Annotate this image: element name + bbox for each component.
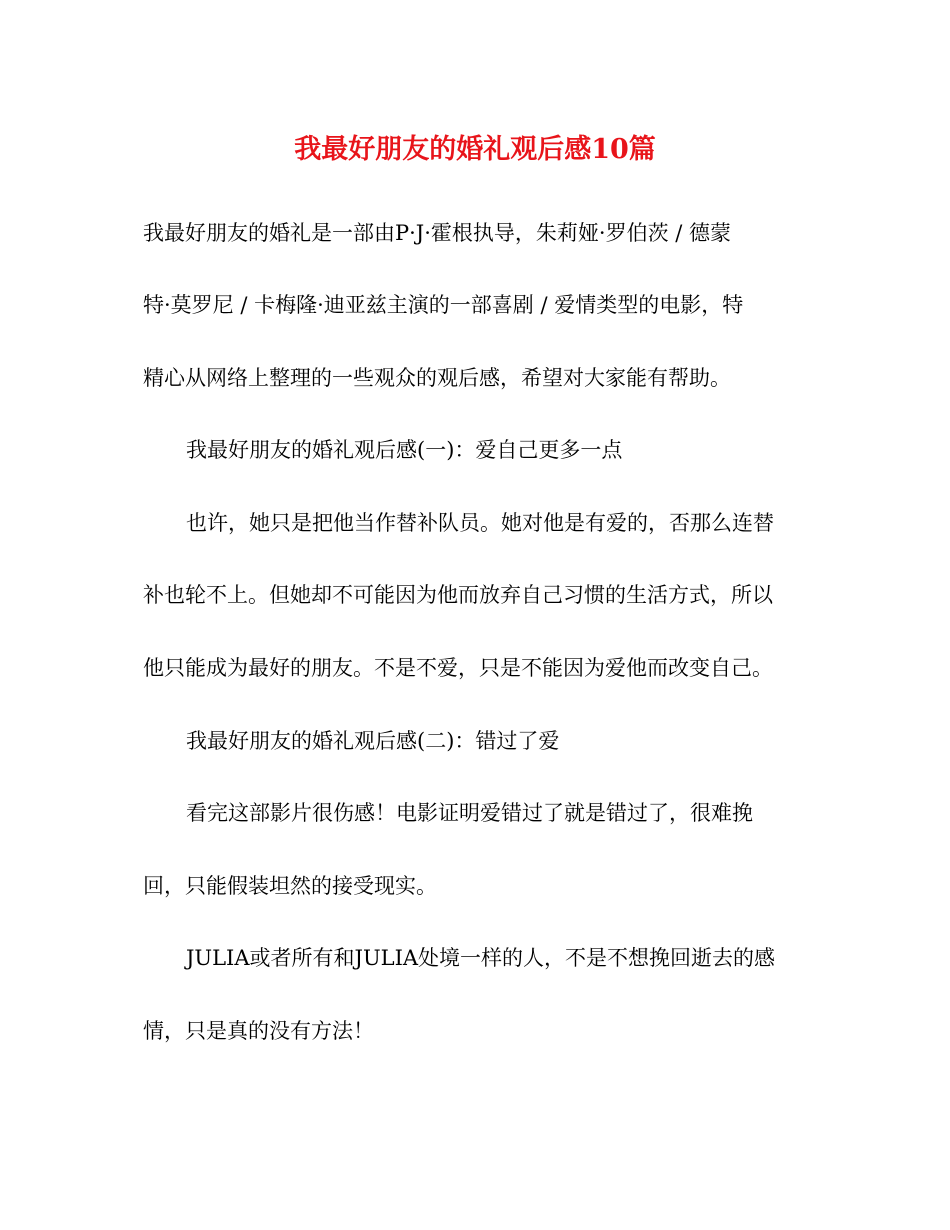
section-heading: 我最好朋友的婚礼观后感(一)：爱自己更多一点 xyxy=(186,438,623,462)
paragraph-line: 也许，她只是把他当作替补队员。她对他是有爱的，否那么连替 xyxy=(186,511,774,535)
paragraph-line: JULIA或者所有和JULIA处境一样的人，不是不想挽回逝去的感 xyxy=(186,946,776,970)
document-title: 我最好朋友的婚礼观后感10篇 xyxy=(294,134,656,165)
section-heading: 我最好朋友的婚礼观后感(二)：错过了爱 xyxy=(186,729,560,753)
paragraph-line: 回，只能假装坦然的接受现实。 xyxy=(143,874,437,898)
paragraph-line: 精心从网络上整理的一些观众的观后感，希望对大家能有帮助。 xyxy=(143,366,731,390)
paragraph-line: 我最好朋友的婚礼是一部由P·J·霍根执导，朱莉娅·罗伯茨 / 德蒙 xyxy=(143,221,731,245)
paragraph-line: 特·莫罗尼 / 卡梅隆·迪亚兹主演的一部喜剧 / 爱情类型的电影，特 xyxy=(143,293,744,317)
paragraph-line: 他只能成为最好的朋友。不是不爱，只是不能因为爱他而改变自己。 xyxy=(143,656,773,680)
paragraph-line: 看完这部影片很伤感！电影证明爱错过了就是错过了，很难挽 xyxy=(186,801,753,825)
paragraph-line: 补也轮不上。但她却不可能因为他而放弃自己习惯的生活方式，所以 xyxy=(143,583,773,607)
paragraph-line: 情，只是真的没有方法！ xyxy=(143,1019,374,1043)
